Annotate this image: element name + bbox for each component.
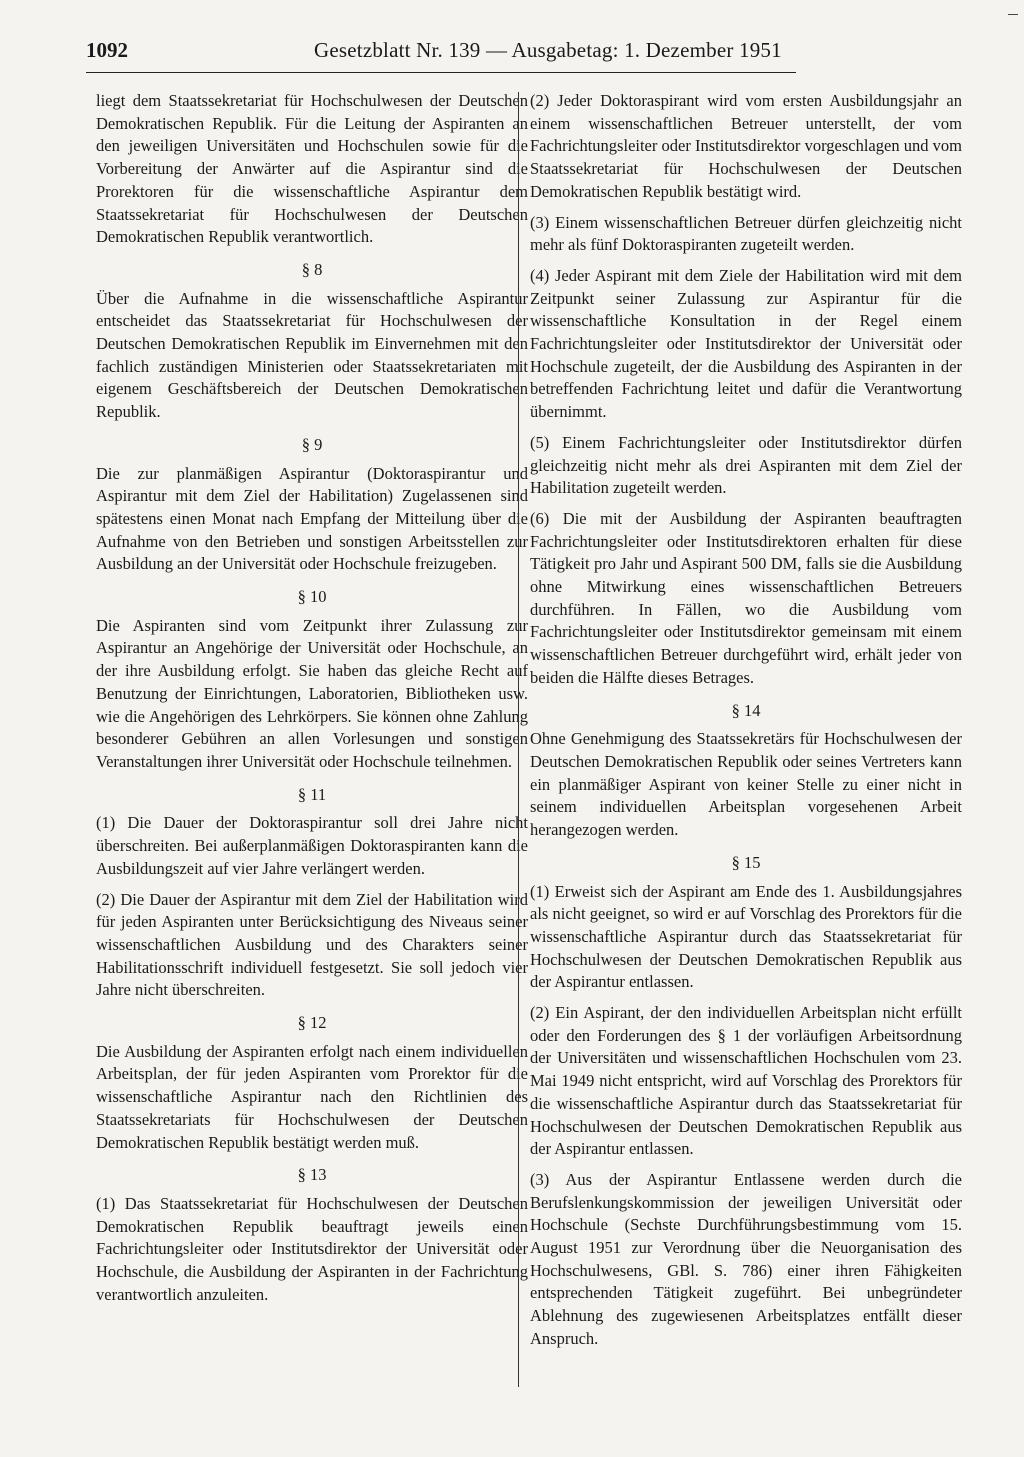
section-heading: § 13 bbox=[297, 1165, 327, 1185]
paragraph: Die Aspiranten sind vom Zeitpunkt ihrer Zulassung zur Aspirantur an Angehörige der Universität oder Hochschule, an der ihre Ausbildung erfolgt. Sie haben das gleiche Recht auf Benutzung der Einrichtungen, Laboratorien, Bibliotheken usw. wie die Angehörigen des Lehrkörpers. Sie können ohne Zahlung besonderer Gebühren an allen Vorlesungen und sonstigen Veranstaltungen ihrer Universität oder Hochschule teilnehmen. bbox=[96, 615, 528, 771]
paragraph: (2) Jeder Doktoraspirant wird vom ersten Ausbildungsjahr an einem wissenschaftlichen Betreuer unterstellt, der vom Fachrichtungsleiter oder Institutsdirektor vorgeschlagen und vom Staatssekretariat für Hochschulwesen der Deutschen Demokratischen Republik bestätigt wird. bbox=[530, 91, 962, 201]
section-heading: § 14 bbox=[731, 700, 761, 720]
running-title: Gesetzblatt Nr. 139 — Ausgabetag: 1. Dezember 1951 bbox=[314, 38, 782, 62]
section-heading: § 12 bbox=[297, 1013, 327, 1033]
section-heading: § 10 bbox=[297, 587, 327, 607]
paragraph: (1) Das Staatssekretariat für Hochschulwesen der Deutschen Demokratischen Republik beauftragt jeweils einen Fachrichtungsleiter oder Institutsdirektor der Universität oder Hochschule, die Ausbildung der Aspiranten in der Fachrichtung verantwortlich anzuleiten. bbox=[96, 1193, 528, 1304]
section-heading: § 8 bbox=[301, 259, 323, 279]
paragraph: (3) Aus der Aspirantur Entlassene werden durch die Berufslenkungskommission der jeweiligen Universität oder Hochschule (Sechste Durchführungsbestimmung vom 15. August 1951 zur Verordnung über die Neuorganisation des Hochschulwesens, GBl. S. 786) einer ihren Fähigkeiten entsprechenden Tätigkeit zugeführt. Bei unbegründeter Ablehnung des zugewiesenen Arbeitsplatzes entfällt dieser Anspruch. bbox=[530, 1169, 962, 1348]
paragraph: (4) Jeder Aspirant mit dem Ziele der Habilitation wird mit dem Zeitpunkt seiner Zulassung zur Aspirantur für die wissenschaftliche Konsultation in der Regel einem Fachrichtungsleiter oder Institutsdirektor der Universität oder Hochschule zugeteilt, der die Ausbildung des Aspiranten in der betreffenden Fachrichtung leitet und dafür die Verantwortung übernimmt. bbox=[530, 265, 962, 422]
section-heading: § 15 bbox=[731, 852, 761, 872]
scan-mark bbox=[1008, 14, 1018, 15]
page-header bbox=[86, 38, 796, 73]
paragraph: (2) Ein Aspirant, der den individuellen Arbeitsplan nicht erfüllt oder den Forderungen des § 1 der vorläufigen Arbeitsordnung der Universitäten und wissenschaftlichen Hochschulen vom 23. Mai 1949 nicht entspricht, wird auf Vorschlag des Prorektors für die wissenschaftliche Aspirantur durch das Staatssekretariat für Hochschulwesen der Deutschen Demokratischen Republik aus der Aspirantur entlassen. bbox=[530, 1003, 962, 1159]
paragraph: (2) Die Dauer der Aspirantur mit dem Ziel der Habilitation wird für jeden Aspiranten unter Berücksichtigung des Niveaus seiner wissenschaftlichen Ausbildung und des Charakters seiner Habilitationsschrift individuell festgesetzt. Sie soll jedoch vier Jahre nicht überschreiten. bbox=[96, 889, 528, 1000]
page-number: 1092 bbox=[86, 38, 128, 62]
paragraph: (1) Erweist sich der Aspirant am Ende des 1. Ausbildungsjahres als nicht geeignet, so wird er auf Vorschlag des Prorektors für die wissenschaftliche Aspirantur durch das Staatssekretariat für Hochschulwesen der Deutschen Demokratischen Republik aus der Aspirantur entlassen. bbox=[530, 881, 962, 992]
paragraph: liegt dem Staatssekretariat für Hochschulwesen der Deutschen Demokratischen Republik. Für die Leitung der Aspiranten an den jeweiligen Universitäten und Hochschulen sowie für die Vorbereitung der Anwärter auf die Aspirantur sind die Prorektoren für die wissenschaftliche Aspirantur dem Staatssekretariat für Hochschulwesen der Deutschen Demokratischen Republik verantwortlich. bbox=[96, 91, 528, 247]
column-divider bbox=[518, 92, 519, 1387]
paragraph: (6) Die mit der Ausbildung der Aspiranten beauftragten Fachrichtungsleiter oder Institutsdirektoren erhalten für diese Tätigkeit pro Jahr und Aspirant 500 DM, falls sie die Ausbildung ohne Mitwirkung eines wissenschaftlichen Betreuers durchführen. In Fällen, wo die Ausbildung vom Fachrichtungsleiter oder Institutsdirektor gemeinsam mit einem wissenschaftlichen Betreuer durchgeführt wird, erhält jeder von beiden die Hälfte dieses Betrages. bbox=[530, 508, 962, 687]
section-heading: § 9 bbox=[301, 434, 323, 454]
paragraph: (1) Die Dauer der Doktoraspirantur soll drei Jahre nicht überschreiten. Bei außerplanmäßigen Doktoraspiranten kann die Ausbildungszeit auf vier Jahre verlängert werden. bbox=[96, 813, 528, 878]
paragraph: Über die Aufnahme in die wissenschaftliche Aspirantur entscheidet das Staatssekretariat für Hochschulwesen der Deutschen Demokratischen Republik im Einvernehmen mit den fachlich zuständigen Ministerien oder Staatssekretariaten mit eigenem Geschäftsbereich der Deutschen Demokratischen Republik. bbox=[96, 288, 528, 422]
left-column bbox=[96, 90, 528, 1314]
right-column bbox=[530, 90, 962, 1359]
paragraph: Ohne Genehmigung des Staatssekretärs für Hochschulwesen der Deutschen Demokratischen Republik oder seines Vertreters kann ein planmäßiger Aspirant von keiner Stelle zu einer nicht in seinem individuellen Arbeitsplan vorgesehenen Arbeit herangezogen werden. bbox=[530, 729, 962, 840]
paragraph: Die zur planmäßigen Aspirantur (Doktoraspirantur und Aspirantur mit dem Ziel der Habilitation) Zugelassenen sind spätestens einen Monat nach Empfang der Mitteilung über die Aufnahme von den Betrieben und sonstigen Arbeitsstellen zur Ausbildung an der Universität oder Hochschule freizugeben. bbox=[96, 463, 528, 574]
paragraph: Die Ausbildung der Aspiranten erfolgt nach einem individuellen Arbeitsplan, der für jeden Aspiranten vom Prorektor für die wissenschaftliche Aspirantur nach den Richtlinien des Staatssekretariats für Hochschulwesen der Deutschen Demokratischen Republik bestätigt werden muß. bbox=[96, 1041, 528, 1152]
paragraph: (3) Einem wissenschaftlichen Betreuer dürfen gleichzeitig nicht mehr als fünf Doktoraspiranten zugeteilt werden. bbox=[530, 212, 962, 255]
paragraph: (5) Einem Fachrichtungsleiter oder Institutsdirektor dürfen gleichzeitig nicht mehr als drei Aspiranten mit dem Ziel der Habilitation zugeteilt werden. bbox=[530, 432, 962, 498]
section-heading: § 11 bbox=[297, 784, 327, 804]
